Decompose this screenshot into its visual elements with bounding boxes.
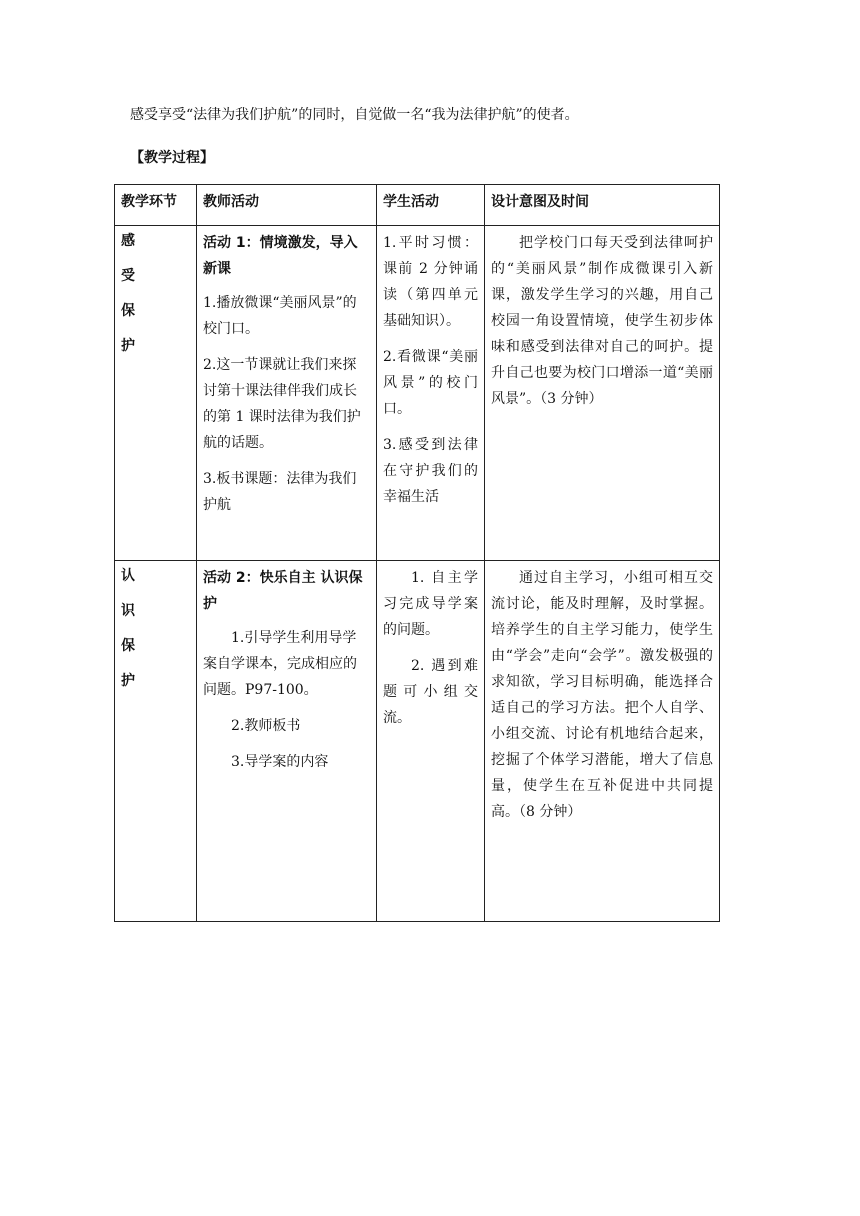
header-teacher-activity: 教师活动 [197, 185, 377, 226]
phase-cell [115, 226, 197, 561]
design-intent-cell [485, 561, 720, 922]
phase-char: 护 [121, 673, 135, 689]
phase-char: 保 [121, 638, 135, 654]
phase-char: 受 [121, 268, 135, 284]
phase-char: 识 [121, 603, 135, 619]
student-item: 1.平时习惯：课前 2 分钟诵读（第四单元基础知识）。 [383, 235, 478, 329]
header-student-activity: 学生活动 [377, 185, 485, 226]
table-header-row [115, 185, 720, 226]
student-item: 2. 遇到难题可小组交流。 [383, 658, 478, 726]
teacher-item: 3.板书课题：法律为我们护航 [203, 471, 357, 513]
student-item: 2.看微课“美丽风景”的校门口。 [383, 349, 478, 417]
teacher-item: 3.导学案的内容 [231, 754, 329, 770]
header-design-intent: 设计意图及时间 [485, 185, 720, 226]
student-item: 3.感受到法律在守护我们的幸福生活 [383, 437, 478, 505]
student-item: 1. 自主学习完成导学案的问题。 [383, 570, 478, 638]
intro-paragraph: 感受享受“法律为我们护航”的同时，自觉做一名“我为法律护航”的使者。 [130, 107, 579, 123]
teacher-item: 1.播放微课“美丽风景”的校门口。 [203, 295, 357, 337]
teacher-item: 1.引导学生利用导学案自学课本，完成相应的问题。P97-100。 [203, 630, 357, 698]
design-text: 通过自主学习，小组可相互交流讨论，能及时理解，及时掌握。培养学生的自主学习能力，使学生由“学会”走向“会学”。激发极强的求知欲，学习目标明确，能选择合适自己的学习方法。把个人自学、小组交流、讨论有机地结合起来，挖掘了个体学习潜能，增大了信息量，使学生在互补促进中共同提高。（8 分钟） [491, 570, 713, 820]
design-text: 把学校门口每天受到法律呵护的“美丽风景”制作成微课引入新课，激发学生学习的兴趣，用自己校园一角设置情境，使学生初步体味和感受到法律对自己的呵护。提升自己也要为校门口增添一道“美丽风景”。（3 分钟） [491, 235, 713, 407]
header-phase: 教学环节 [115, 185, 197, 226]
phase-char: 感 [121, 233, 135, 249]
teacher-activity-cell [197, 226, 377, 561]
teacher-item: 2.教师板书 [231, 718, 301, 734]
phase-char: 认 [121, 568, 135, 584]
table-row [115, 226, 720, 561]
teacher-item: 2.这一节课就让我们来探讨第十课法律伴我们成长的第 1 课时法律为我们护航的话题。 [203, 357, 361, 451]
section-title: 【教学过程】 [130, 150, 214, 166]
activity-title: 活动 2：快乐自主 认识保护 [203, 570, 363, 612]
table-row [115, 561, 720, 922]
teaching-process-table [114, 184, 720, 922]
student-activity-cell [377, 561, 485, 922]
phase-char: 护 [121, 338, 135, 354]
teacher-activity-cell [197, 561, 377, 922]
phase-char: 保 [121, 303, 135, 319]
design-intent-cell [485, 226, 720, 561]
activity-title: 活动 1：情境激发，导入新课 [203, 235, 358, 277]
student-activity-cell [377, 226, 485, 561]
phase-cell [115, 561, 197, 922]
